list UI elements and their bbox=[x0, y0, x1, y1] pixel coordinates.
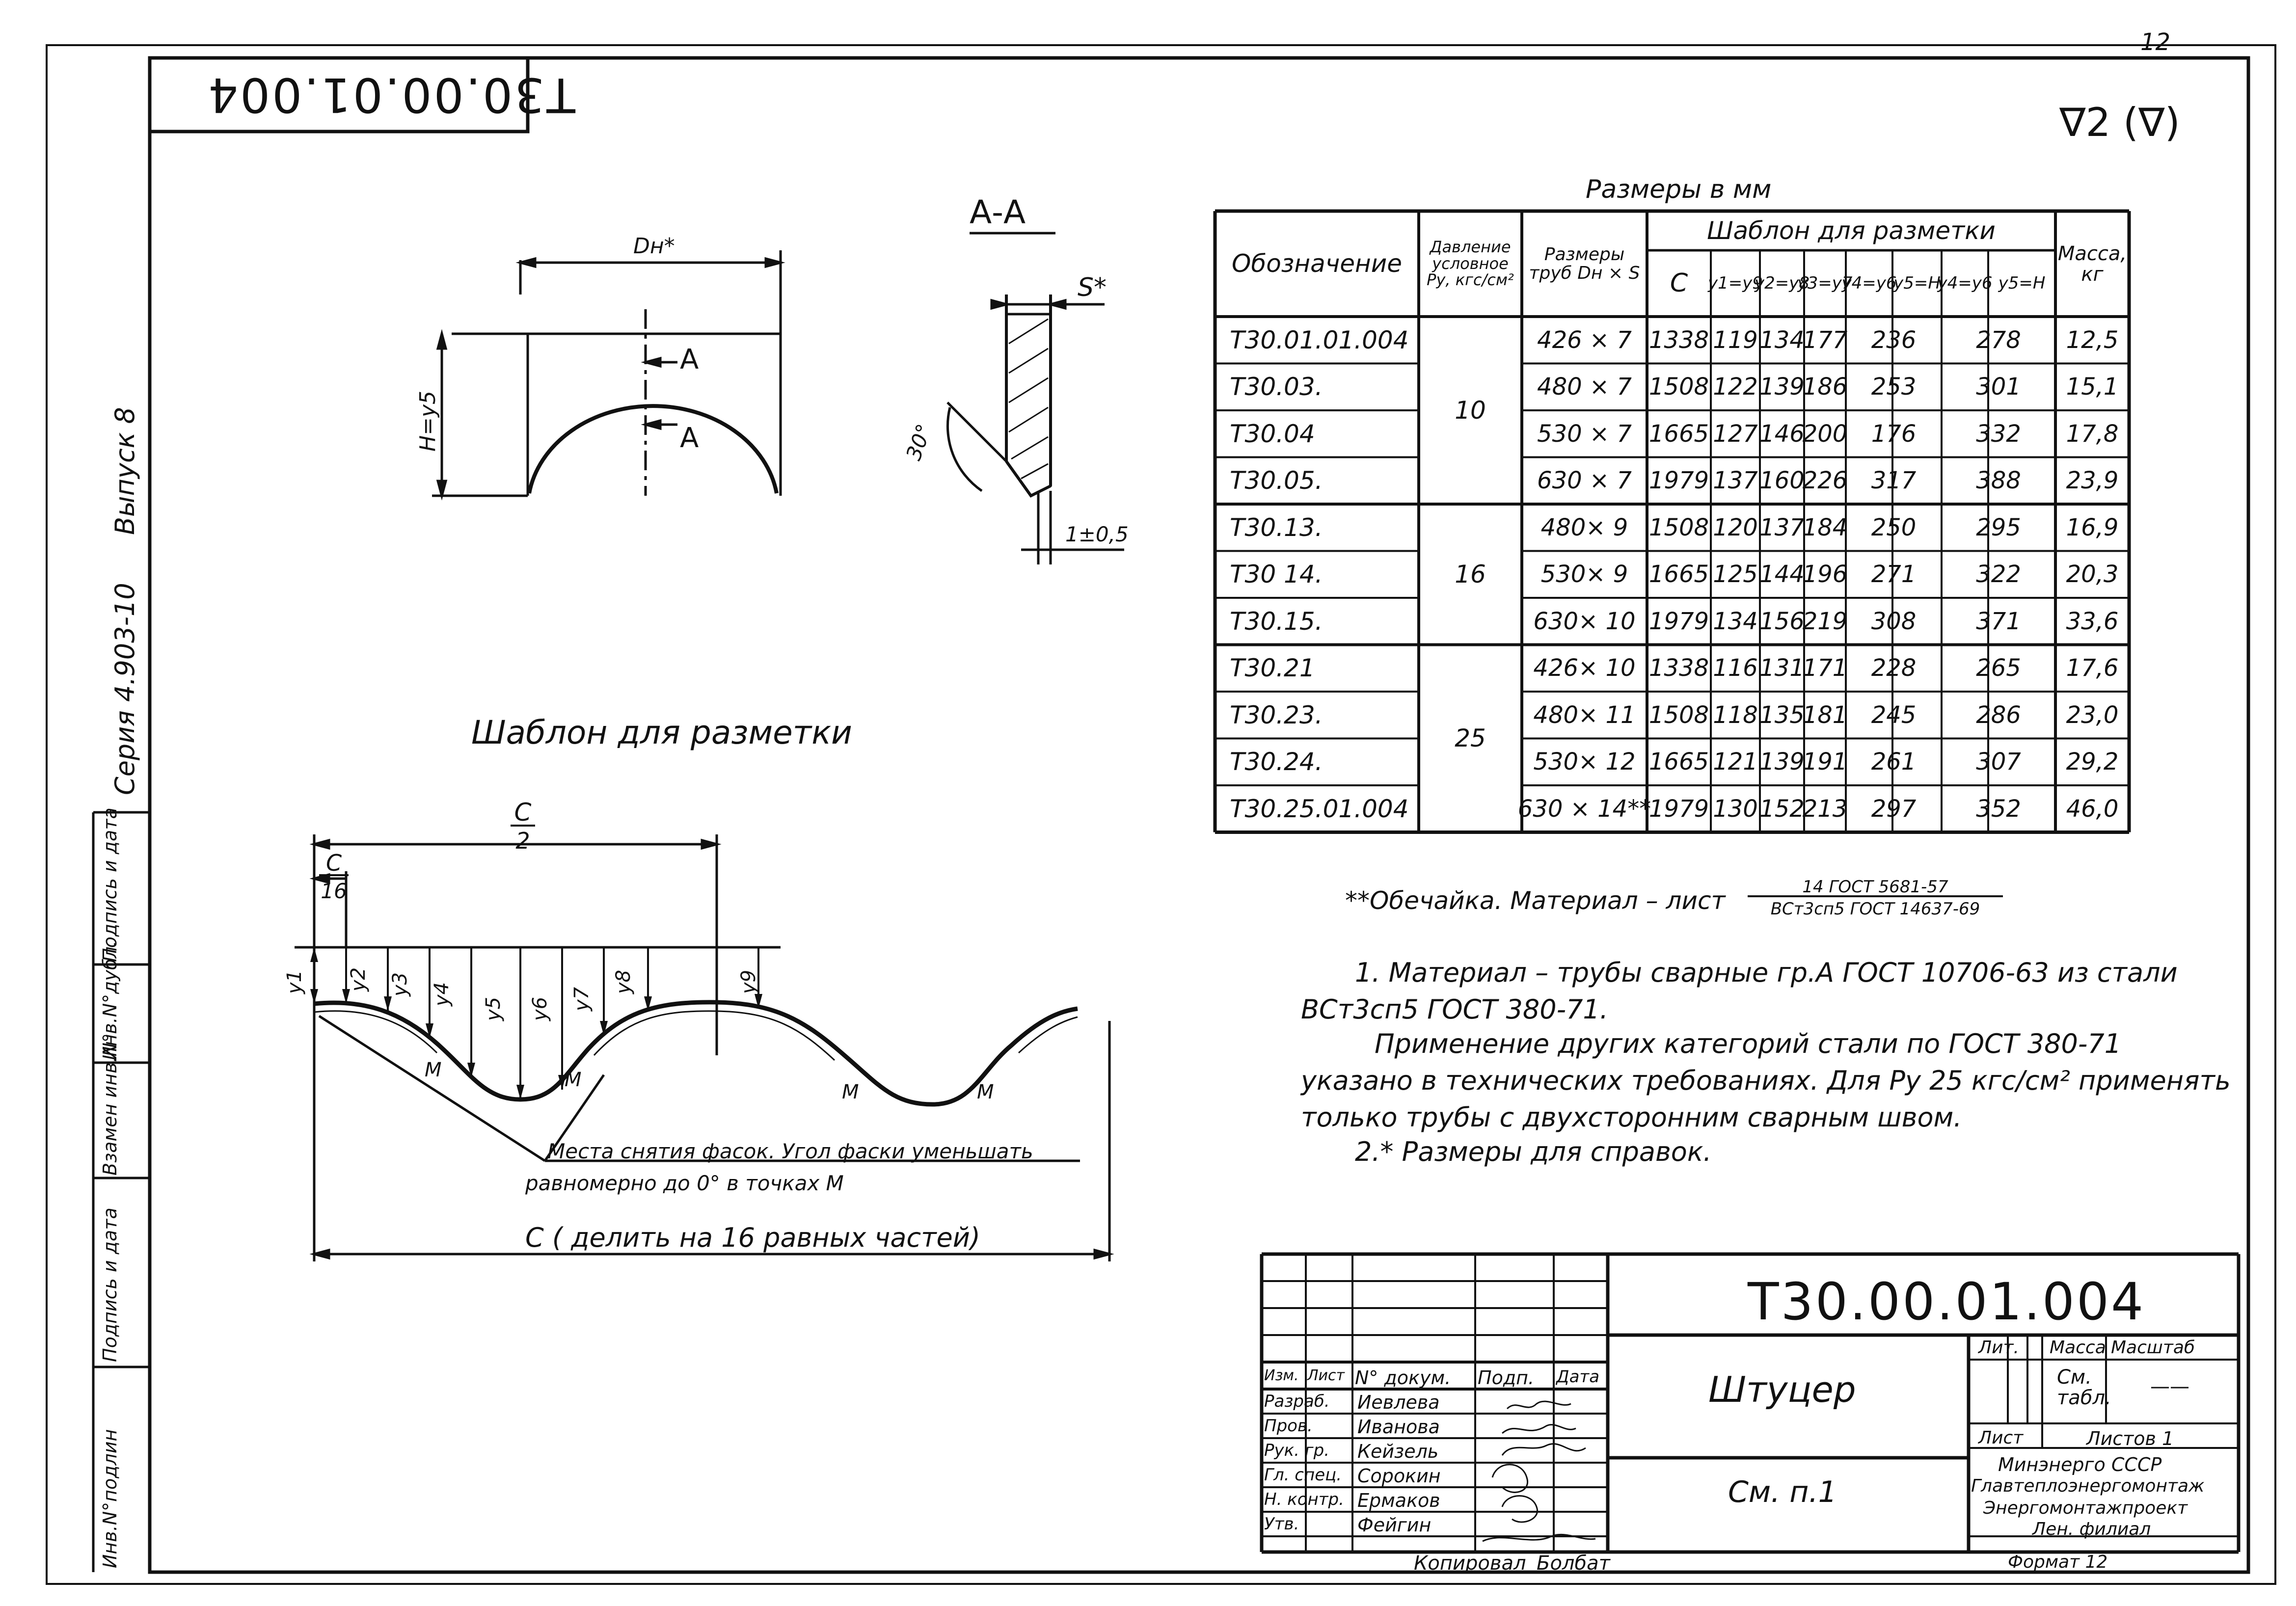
table-cell-mass: 20,3 bbox=[2066, 561, 2119, 589]
header-template: Шаблон для разметки bbox=[1707, 216, 1996, 245]
role-2: Рук. гр. bbox=[1264, 1441, 1330, 1460]
table-cell-y1: 130 bbox=[1713, 795, 1758, 823]
table-cell-y1: 125 bbox=[1713, 561, 1758, 589]
table-cell-y5: 301 bbox=[1976, 373, 2021, 401]
table-cell-y4: 317 bbox=[1871, 467, 1917, 495]
table-cell-y1: 119 bbox=[1713, 326, 1758, 354]
title-mass-value: См. табл. bbox=[2057, 1366, 2111, 1409]
table-cell-des: Т30.05. bbox=[1230, 466, 1323, 495]
table-cell-c: 1979 bbox=[1648, 607, 1709, 635]
table-cell-y2: 139 bbox=[1759, 373, 1805, 401]
table-cell-y3: 219 bbox=[1802, 607, 1848, 635]
title-block-name: Штуцер bbox=[1708, 1369, 1856, 1410]
c-16-num: C bbox=[319, 852, 349, 876]
y2-label: y2 bbox=[347, 967, 370, 991]
section-title: А-А bbox=[970, 193, 1026, 231]
table-cell-mass: 23,0 bbox=[2066, 701, 2119, 729]
table-cell-y3: 213 bbox=[1802, 795, 1848, 823]
title-head-2: N° докум. bbox=[1355, 1367, 1451, 1389]
table-cell-y2: 137 bbox=[1759, 513, 1805, 541]
title-org3: Энергомонтажпроект bbox=[1983, 1498, 2188, 1518]
table-cell-mass: 12,5 bbox=[2066, 326, 2119, 354]
table-cell-y3: 171 bbox=[1802, 654, 1848, 682]
role-name-2: Кейзель bbox=[1357, 1441, 1439, 1462]
table-cell-y3: 226 bbox=[1802, 467, 1848, 495]
c-half-den: 2 bbox=[515, 828, 530, 854]
margin-field-0: Инв.N°подлин bbox=[99, 1429, 121, 1568]
role-4: Н. контр. bbox=[1264, 1490, 1344, 1509]
table-cell-y1: 118 bbox=[1713, 701, 1758, 729]
chamfer-note-line1: Места снятия фасок. Угол фаски уменьшать bbox=[547, 1139, 1033, 1163]
table-cell-des: Т30.13. bbox=[1230, 513, 1323, 542]
table-cell-c: 1508 bbox=[1648, 373, 1709, 401]
table-cell-pipe: 530× 9 bbox=[1540, 561, 1628, 589]
table-cell-y3: 181 bbox=[1802, 701, 1848, 729]
table-cell-y5: 286 bbox=[1976, 701, 2021, 729]
table-cell-mass: 29,2 bbox=[2066, 748, 2119, 776]
y9-label: y9 bbox=[737, 969, 760, 994]
table-cell-mass: 15,1 bbox=[2066, 373, 2119, 401]
table-cell-y5: 278 bbox=[1976, 326, 2021, 354]
title-scale-value: —— bbox=[2150, 1375, 2189, 1398]
section-mark-bottom: A bbox=[680, 422, 699, 454]
table-cell-y2: 160 bbox=[1759, 467, 1805, 495]
table-cell-pipe: 426× 10 bbox=[1533, 654, 1636, 682]
title-mass: Масса bbox=[2050, 1338, 2106, 1358]
header-y2: y2=y8 bbox=[1755, 273, 1810, 293]
title-scale: Масштаб bbox=[2111, 1338, 2195, 1358]
table-cell-mass: 33,6 bbox=[2066, 607, 2119, 635]
role-name-0: Иевлева bbox=[1357, 1392, 1440, 1413]
title-head-0: Изм. bbox=[1264, 1367, 1299, 1384]
s-label: S* bbox=[1078, 273, 1107, 302]
header-y4-dup: y4=y6 bbox=[1937, 273, 1993, 293]
table-cell-y2: 152 bbox=[1759, 795, 1805, 823]
note2: 2.* Размеры для справок. bbox=[1355, 1136, 1712, 1167]
table-cell-c: 1665 bbox=[1648, 420, 1709, 448]
table-cell-y1: 137 bbox=[1713, 467, 1758, 495]
margin-field-3: Инв.N°дубл. bbox=[99, 940, 121, 1060]
note1-line4: указано в технических требованиях. Для Pу 25 кгс/см² применять bbox=[1301, 1065, 2231, 1096]
header-y5-dup: y5=H bbox=[1998, 273, 2046, 293]
margin-field-2: Взамен инв.N° bbox=[99, 1033, 121, 1176]
table-cell-des: Т30.04 bbox=[1230, 419, 1315, 448]
table-cell-y1: 116 bbox=[1713, 654, 1758, 682]
header-y3: y3=y7 bbox=[1797, 273, 1853, 293]
table-cell-y4: 253 bbox=[1871, 373, 1917, 401]
table-cell-des: Т30.01.01.004 bbox=[1230, 325, 1409, 354]
table-cell-y1: 122 bbox=[1713, 373, 1758, 401]
header-y1: y1=y9 bbox=[1708, 273, 1763, 293]
table-cell-pipe: 480× 9 bbox=[1540, 513, 1628, 541]
y1-label: y1 bbox=[283, 969, 306, 994]
margin-field-4: Подпись и дата bbox=[99, 807, 121, 962]
table-cell-y5: 322 bbox=[1976, 561, 2021, 589]
table-cell-y5: 295 bbox=[1976, 513, 2021, 541]
m-label-3: M bbox=[842, 1081, 859, 1103]
table-cell-des: Т30.23. bbox=[1230, 700, 1323, 729]
table-cell-y2: 144 bbox=[1759, 561, 1805, 589]
table-cell-y5: 388 bbox=[1976, 467, 2021, 495]
header-designation: Обозначение bbox=[1232, 249, 1402, 278]
table-cell-c: 1665 bbox=[1648, 561, 1709, 589]
table-cell-pipe: 426 × 7 bbox=[1537, 326, 1632, 354]
table-cell-pipe: 530 × 7 bbox=[1537, 420, 1632, 448]
roughness-mark: ∇2 (∇) bbox=[2059, 100, 2180, 145]
table-cell-c: 1979 bbox=[1648, 467, 1709, 495]
front-view bbox=[432, 250, 781, 496]
table-cell-mass: 16,9 bbox=[2066, 513, 2119, 541]
table-cell-y2: 139 bbox=[1759, 748, 1805, 776]
table-cell-y2: 134 bbox=[1759, 326, 1805, 354]
table-cell-des: Т30.25.01.004 bbox=[1230, 794, 1409, 823]
table-cell-y1: 120 bbox=[1713, 513, 1758, 541]
table-cell-mass: 17,8 bbox=[2066, 420, 2119, 448]
pressure-group: 16 bbox=[1455, 560, 1486, 589]
table-cell-des: Т30.03. bbox=[1230, 373, 1323, 401]
title-lit: Лит. bbox=[1978, 1338, 2019, 1358]
dn-label: Dн* bbox=[633, 234, 675, 259]
note1-line5: только трубы с двухсторонним сварным швом. bbox=[1301, 1102, 1962, 1133]
issue-label: Выпуск 8 bbox=[109, 407, 140, 535]
table-cell-mass: 46,0 bbox=[2066, 795, 2119, 823]
shell-note: **Обечайка. Материал – лист bbox=[1345, 886, 1726, 915]
note1-line3: Применение других категорий стали по ГОСТ 380-71 bbox=[1375, 1028, 2122, 1059]
role-3: Гл. спец. bbox=[1264, 1465, 1342, 1485]
title-format: Формат 12 bbox=[2008, 1552, 2108, 1572]
table-cell-y4: 308 bbox=[1871, 607, 1917, 635]
section-mark-top: A bbox=[680, 344, 699, 375]
table-cell-y4: 271 bbox=[1871, 561, 1917, 589]
role-name-3: Сорокин bbox=[1357, 1465, 1441, 1487]
table-cell-y2: 135 bbox=[1759, 701, 1805, 729]
table-cell-y2: 156 bbox=[1759, 607, 1805, 635]
c-divide-label: C ( делить на 16 равных частей) bbox=[525, 1222, 980, 1253]
table-cell-mass: 17,6 bbox=[2066, 654, 2119, 682]
role-name-1: Иванова bbox=[1357, 1416, 1440, 1438]
table-cell-c: 1508 bbox=[1648, 701, 1709, 729]
y6-label: y6 bbox=[529, 996, 551, 1021]
table-cell-y5: 332 bbox=[1976, 420, 2021, 448]
shell-note-den: ВСт3сп5 ГОСТ 14637-69 bbox=[1770, 899, 1980, 919]
table-cell-y4: 245 bbox=[1871, 701, 1917, 729]
pressure-group: 10 bbox=[1455, 396, 1486, 425]
table-cell-y5: 265 bbox=[1976, 654, 2021, 682]
c-16-den: 16 bbox=[321, 879, 347, 903]
table-cell-y4: 250 bbox=[1871, 513, 1917, 541]
role-5: Утв. bbox=[1264, 1514, 1299, 1534]
template-title: Шаблон для разметки bbox=[471, 714, 852, 751]
table-cell-y4: 176 bbox=[1871, 420, 1917, 448]
table-cell-c: 1508 bbox=[1648, 513, 1709, 541]
m-label-4: M bbox=[977, 1081, 994, 1103]
table-cell-y1: 121 bbox=[1713, 748, 1758, 776]
table-cell-y2: 146 bbox=[1759, 420, 1805, 448]
m-label-1: M bbox=[425, 1059, 442, 1081]
table-cell-y3: 196 bbox=[1802, 561, 1848, 589]
table-caption: Размеры в мм bbox=[1586, 175, 1772, 204]
title-head-1: Лист bbox=[1307, 1367, 1345, 1384]
title-sheet: Лист bbox=[1978, 1428, 2024, 1448]
role-name-5: Фейгин bbox=[1357, 1514, 1432, 1536]
table-cell-y5: 371 bbox=[1976, 607, 2021, 635]
m-label-2: M bbox=[565, 1069, 582, 1091]
note1-line2: ВСт3сп5 ГОСТ 380-71. bbox=[1301, 994, 1608, 1025]
table-cell-mass: 23,9 bbox=[2066, 467, 2119, 495]
table-cell-c: 1979 bbox=[1648, 795, 1709, 823]
title-org2: Главтеплоэнергомонтаж bbox=[1971, 1476, 2205, 1496]
title-org4: Лен. филиал bbox=[2032, 1519, 2151, 1539]
y5-label: y5 bbox=[482, 996, 505, 1021]
table-cell-c: 1338 bbox=[1648, 654, 1709, 682]
title-block-code: Т30.00.01.004 bbox=[1748, 1272, 2146, 1332]
y7-label: y7 bbox=[570, 987, 593, 1011]
c-half-num: C bbox=[511, 800, 535, 827]
header-y4: y4=y6 bbox=[1841, 273, 1897, 293]
y4-label: y4 bbox=[431, 982, 453, 1006]
table-cell-y3: 186 bbox=[1802, 373, 1848, 401]
template-view bbox=[295, 834, 1109, 1261]
table-cell-y1: 134 bbox=[1713, 607, 1758, 635]
h-label: H=y5 bbox=[415, 391, 440, 452]
table-cell-pipe: 630 × 7 bbox=[1537, 467, 1632, 495]
table-cell-y4: 261 bbox=[1871, 748, 1917, 776]
table-cell-des: Т30.21 bbox=[1230, 654, 1315, 682]
table-cell-y4: 228 bbox=[1871, 654, 1917, 682]
table-cell-des: Т30 14. bbox=[1230, 560, 1323, 589]
title-head-3: Подп. bbox=[1478, 1367, 1535, 1389]
page-number: 12 bbox=[2140, 28, 2171, 56]
corner-stamp-code: Т30.00.01.004 bbox=[206, 67, 575, 122]
role-0: Разраб. bbox=[1264, 1392, 1330, 1411]
table-cell-c: 1338 bbox=[1648, 326, 1709, 354]
table-cell-y3: 191 bbox=[1802, 748, 1848, 776]
header-mass: Масса, кг bbox=[2057, 242, 2127, 286]
title-sheets: Листов 1 bbox=[2086, 1428, 2174, 1449]
note1-line1: 1. Материал – трубы сварные гр.А ГОСТ 10706-63 из стали bbox=[1355, 957, 2178, 988]
title-org1: Минэнерго СССР bbox=[1998, 1454, 2162, 1475]
table-cell-pipe: 630× 10 bbox=[1533, 607, 1636, 635]
title-block-material: См. п.1 bbox=[1728, 1475, 1837, 1509]
table-cell-pipe: 630 × 14** bbox=[1517, 795, 1651, 823]
table-cell-pipe: 530× 12 bbox=[1533, 748, 1636, 776]
table-cell-y5: 307 bbox=[1976, 748, 2021, 776]
table-cell-pipe: 480 × 7 bbox=[1537, 373, 1632, 401]
table-cell-y3: 200 bbox=[1802, 420, 1848, 448]
header-c: C bbox=[1670, 268, 1688, 298]
role-1: Пров. bbox=[1264, 1416, 1313, 1436]
y8-label: y8 bbox=[612, 969, 635, 994]
table-cell-y1: 127 bbox=[1713, 420, 1758, 448]
tolerance-label: 1±0,5 bbox=[1065, 522, 1129, 546]
header-y5: y5=H bbox=[1893, 273, 1941, 293]
header-pipe: Размеры труб Dн × S bbox=[1529, 244, 1640, 283]
table-cell-y5: 352 bbox=[1976, 795, 2021, 823]
title-copied: Копировал bbox=[1414, 1552, 1526, 1575]
y3-label: y3 bbox=[389, 972, 411, 996]
table-cell-y4: 236 bbox=[1871, 326, 1917, 354]
table-cell-y2: 131 bbox=[1759, 654, 1805, 682]
angle-label: 30° bbox=[901, 421, 937, 464]
table-cell-y3: 177 bbox=[1802, 326, 1848, 354]
sizes-table bbox=[1215, 211, 2129, 849]
table-cell-des: Т30.24. bbox=[1230, 748, 1323, 776]
shell-note-num: 14 ГОСТ 5681-57 bbox=[1748, 879, 2003, 897]
role-name-4: Ермаков bbox=[1357, 1490, 1440, 1511]
pressure-group: 25 bbox=[1455, 724, 1486, 753]
signatures bbox=[1483, 1401, 1595, 1541]
series-label: Серия 4.903-10 bbox=[109, 583, 140, 795]
title-head-4: Дата bbox=[1556, 1367, 1600, 1387]
margin-field-1: Подпись и дата bbox=[99, 1207, 121, 1362]
table-cell-pipe: 480× 11 bbox=[1533, 701, 1636, 729]
chamfer-note-line2: равномерно до 0° в точках М bbox=[525, 1171, 844, 1195]
header-pressure: Давление условное Pу, кгс/см² bbox=[1427, 238, 1514, 290]
table-cell-c: 1665 bbox=[1648, 748, 1709, 776]
table-cell-y4: 297 bbox=[1871, 795, 1917, 823]
title-copier: Болбат bbox=[1537, 1552, 1610, 1575]
table-cell-y3: 184 bbox=[1802, 513, 1848, 541]
table-cell-des: Т30.15. bbox=[1230, 607, 1323, 636]
